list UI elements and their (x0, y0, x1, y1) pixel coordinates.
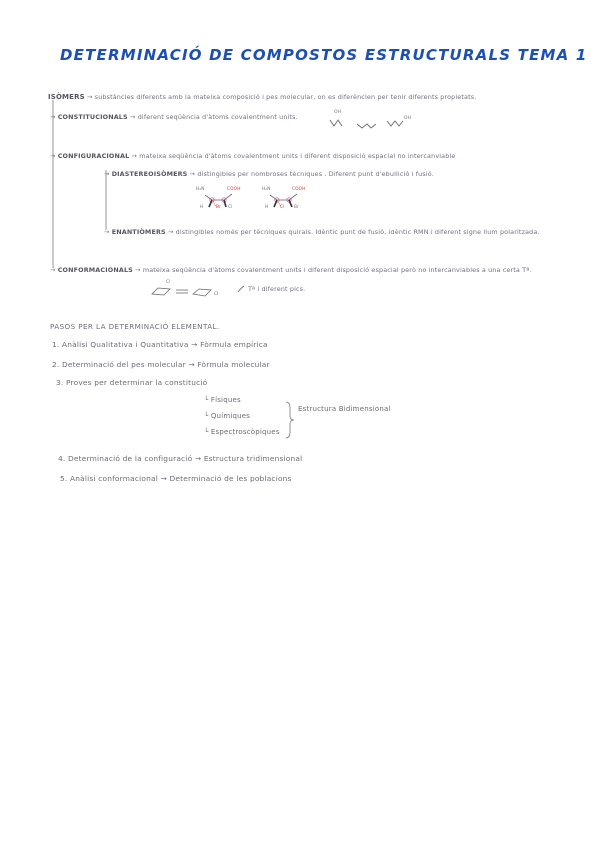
isomer-squiggle-1 (330, 120, 342, 126)
arrow: → (129, 113, 136, 121)
step-number: 5. (60, 474, 68, 483)
step-result: Fòrmula empírica (200, 340, 268, 349)
isomer-squiggle-3 (387, 121, 403, 126)
step-text: Determinació del pes molecular (62, 360, 186, 369)
conformacionals-note: Tª i diferent pics. (248, 285, 306, 293)
arrow: → (131, 152, 138, 160)
cl-label-1: Cl (228, 205, 233, 210)
note-arrow (238, 286, 244, 292)
arrow: → (194, 454, 202, 463)
br-label-1: Br (216, 205, 222, 210)
arrow: → (50, 113, 56, 121)
nh2-label-2: H₂N (262, 187, 271, 192)
proves-quimiques: └ Químiques (204, 412, 251, 420)
cl-label-conf-2: Cl (214, 292, 219, 297)
step-3 (56, 378, 207, 387)
step-number: 4. (58, 454, 66, 463)
step-5 (60, 474, 292, 483)
conformacionals-label: CONFORMACIONALS (57, 266, 133, 274)
step-result: Determinació de les poblacions (169, 474, 292, 483)
conformacionals-text: mateixa seqüència d'àtoms covalentment units i diferent disposició espacial però no intercanviables a una certa Tª. (142, 266, 532, 274)
diastereoisomers-line (104, 170, 434, 178)
arrow: → (167, 228, 174, 236)
br-label-2: Br (294, 205, 300, 210)
isomer-squiggle-2 (357, 124, 376, 128)
oh-label-2: OH (404, 116, 412, 121)
step-number: 1. (52, 340, 60, 349)
nh2-label-1: H₂N (196, 187, 205, 192)
configuracional-line (50, 152, 455, 160)
chair-conformer-2 (193, 289, 211, 296)
step-result: Estructura tridimensional (203, 454, 303, 463)
step-text: Anàlisi conformacional (70, 474, 158, 483)
arrow: → (160, 474, 167, 483)
proves-espectroscopiques: └ Espectroscòpiques (204, 428, 280, 436)
cl-label-conf-1: Cl (166, 280, 171, 285)
page-title: DETERMINACIÓ DE COMPOSTOS ESTRUCTURALS TEMA 1 (60, 46, 588, 64)
step-result: Fòrmula molecular (197, 360, 270, 369)
configuracional-text: mateixa seqüència d'àtoms covalentment units i diferent disposició espacial no intercanviable (139, 152, 456, 160)
constitucionals-text: diferent seqüència d'àtoms covalentment units. (137, 113, 298, 121)
arrow: → (104, 228, 110, 236)
step-1 (52, 340, 268, 349)
arrow: → (191, 340, 198, 349)
h-label-2: H (265, 205, 269, 210)
step-4 (58, 454, 302, 463)
enantiomers-label: ENANTIÒMERS (111, 228, 166, 236)
isomers-definition: substàncies diferents amb la mateixa composició i pes molecular, on es diferèncien per tenir diferents propietats. (94, 93, 477, 101)
proves-result: Estructura Bidimensional (298, 405, 391, 413)
constitucionals-line (50, 113, 298, 121)
arrow: → (50, 152, 56, 160)
arrow: → (189, 170, 196, 178)
cooh-label-2: COOH (292, 187, 306, 192)
chair-conformer-1 (152, 288, 170, 295)
constitucionals-label: CONSTITUCIONALS (57, 113, 128, 121)
cooh-label-1: COOH (227, 187, 241, 192)
step-text: Determinació de la configuració (68, 454, 193, 463)
cl-label-2: Cl (280, 205, 285, 210)
arrow: → (188, 360, 195, 369)
step-number: 2. (52, 360, 60, 369)
step-text: Proves per determinar la constitució (66, 378, 208, 387)
arrow: → (135, 266, 141, 274)
proves-fisiques: └ Físiques (204, 396, 241, 404)
diastereoisomers-label: DIASTEREOISÒMERS (111, 170, 188, 178)
step-2 (52, 360, 270, 369)
step-number: 3. (56, 378, 64, 387)
passos-heading: PASOS PER LA DETERMINACIÓ ELEMENTAL. (50, 322, 220, 331)
arrow: → (50, 266, 56, 274)
arrow: → (104, 170, 110, 178)
enantiomers-text: distingibles només per tècniques quirals. Idèntic punt de fusió, idèntic RMN i diferent signe llum polaritzada. (175, 228, 540, 236)
configuracional-label: CONFIGURACIONAL (57, 152, 130, 160)
arrow: → (87, 93, 93, 101)
isomers-label: ISÒMERS (48, 93, 85, 101)
h-label-1: H (200, 205, 204, 210)
step-text: Anàlisi Qualitativa i Quantitativa (62, 340, 189, 349)
conformacionals-line (50, 266, 532, 274)
proves-brace (286, 402, 294, 438)
diastereoisomers-text: distingibles per nombroses tècniques . Diferent punt d'ebullició i fusió. (197, 170, 434, 178)
oh-label-1: OH (334, 110, 342, 115)
enantiomers-line (104, 228, 540, 236)
